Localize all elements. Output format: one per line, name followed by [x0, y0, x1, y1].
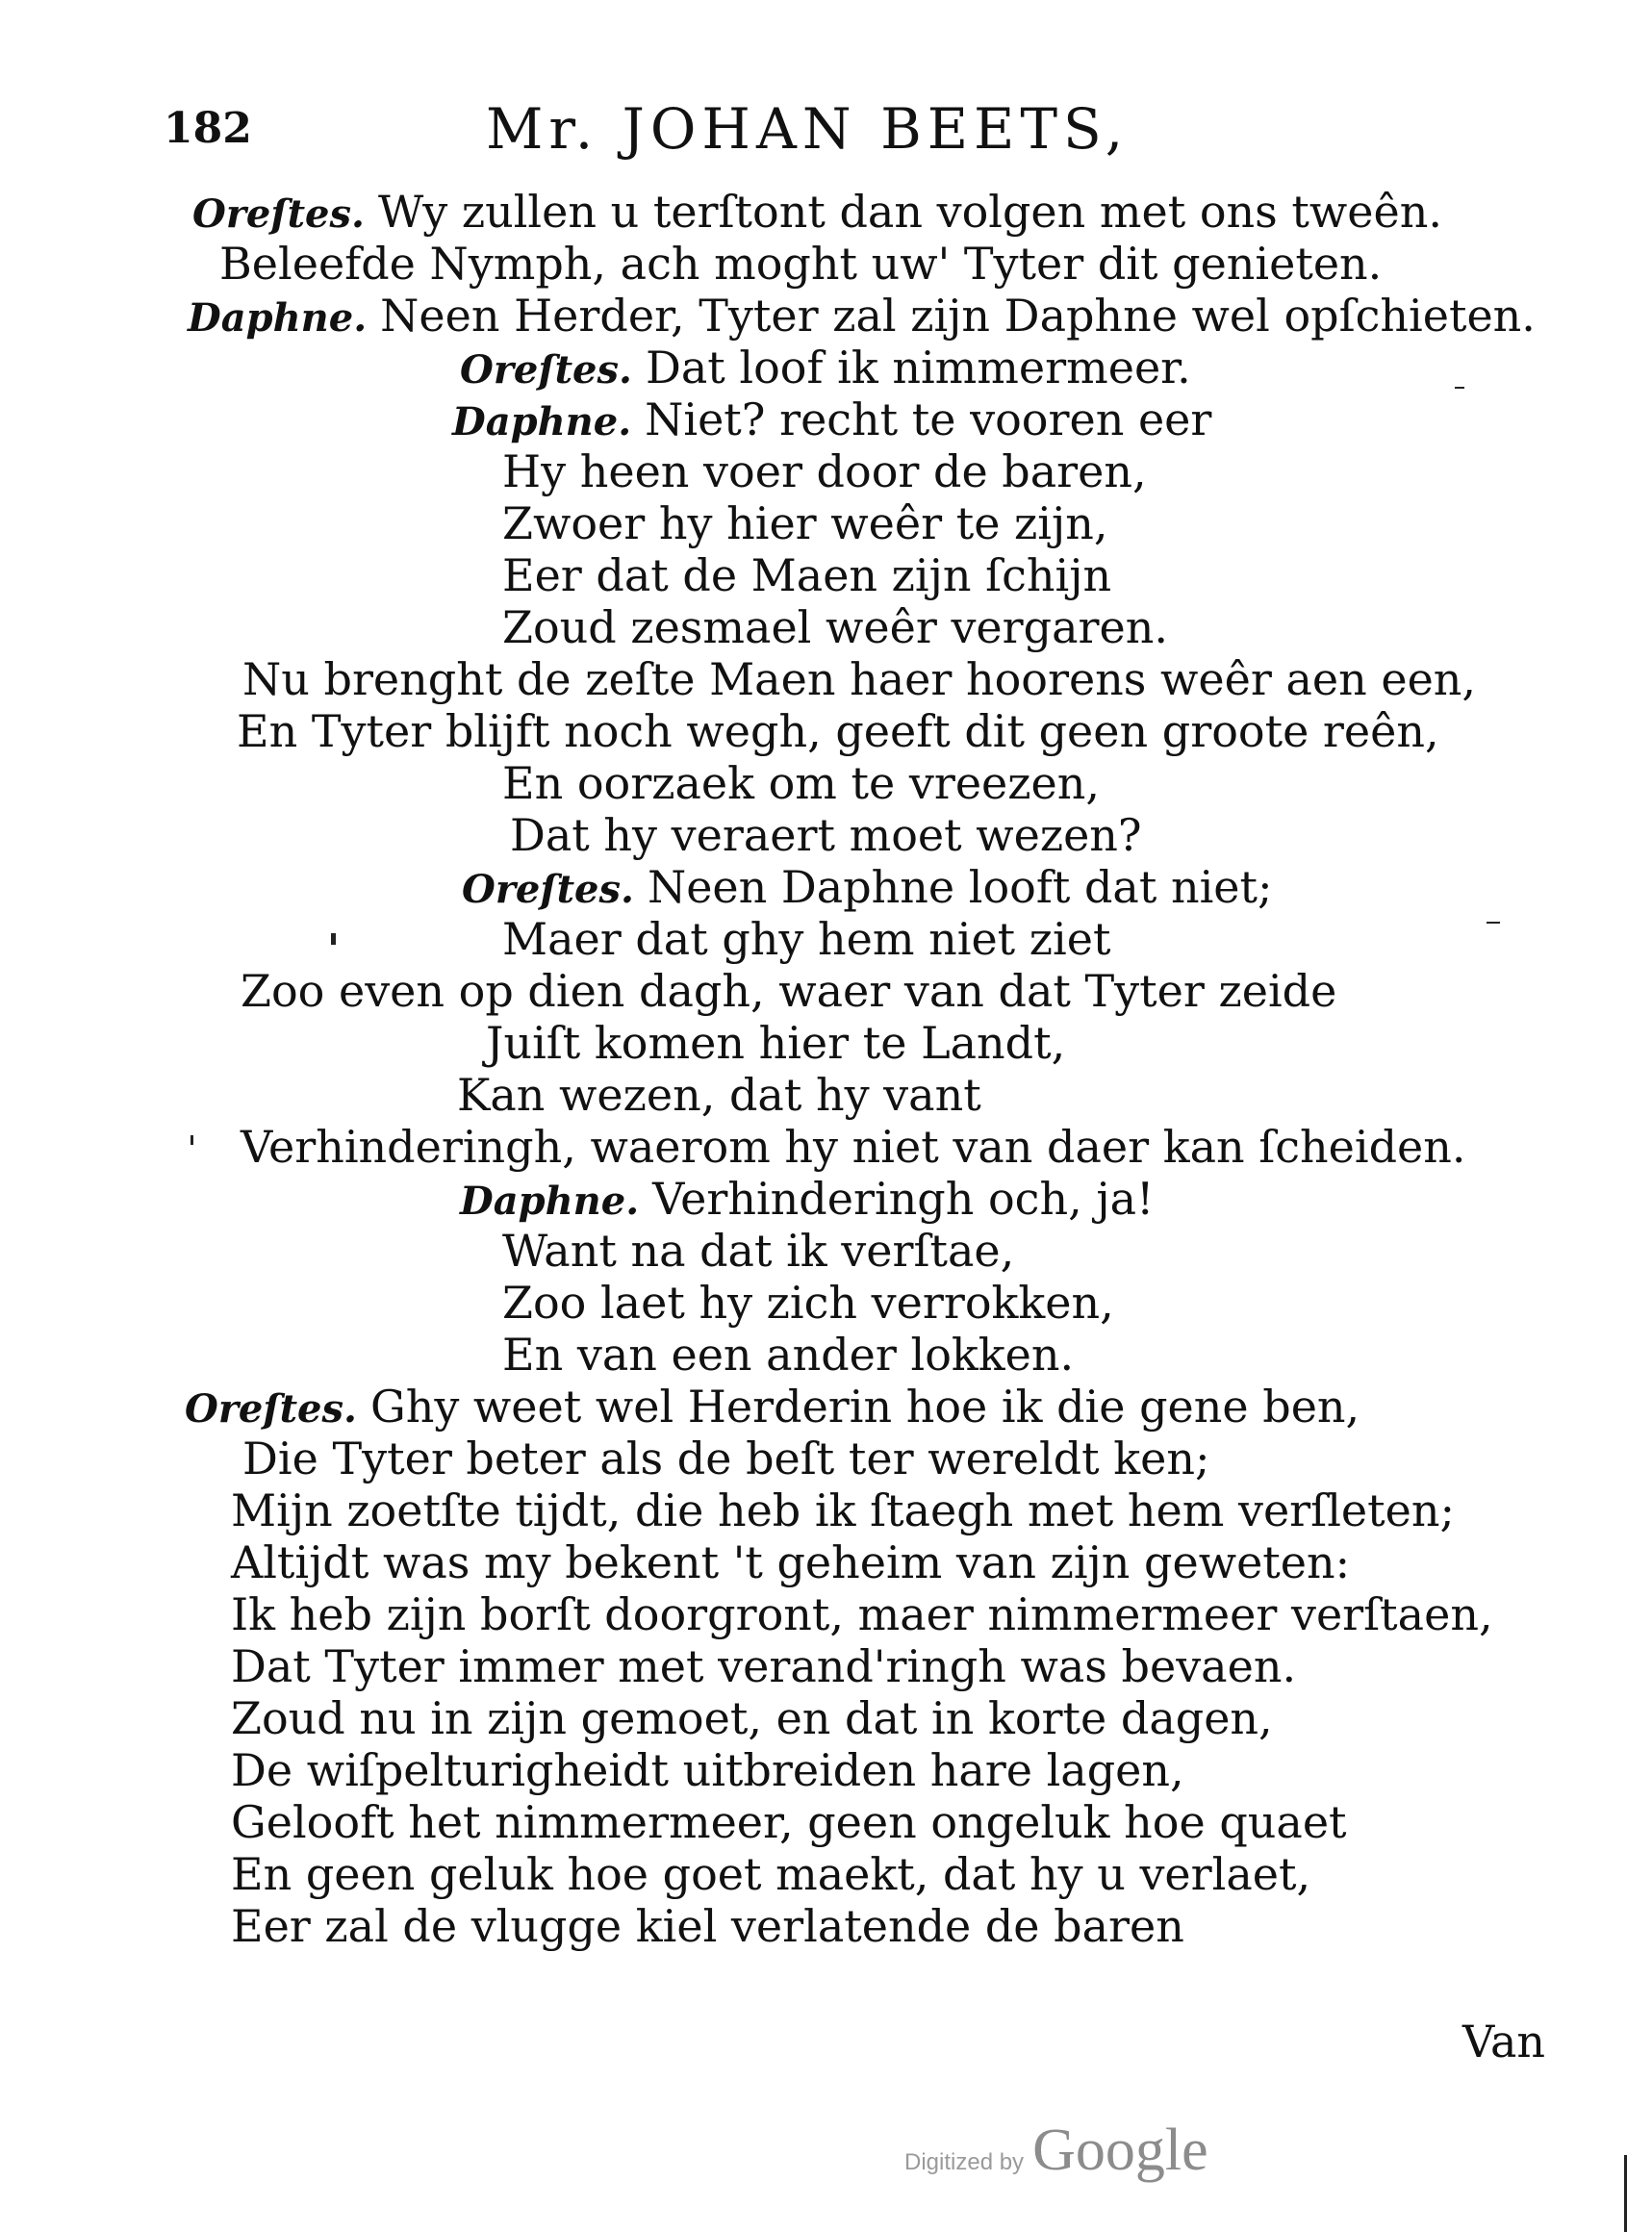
- verse-line: [502, 1328, 1074, 1382]
- speaker-name: Daphne.: [460, 1179, 640, 1224]
- line-text: Ghy weet wel Herderin hoe ik die gene ben,: [369, 1381, 1360, 1433]
- line-text: Maer dat ghy hem niet ziet: [502, 913, 1111, 965]
- line-text: Dat hy veraert moet wezen?: [510, 809, 1142, 861]
- line-text: Zoud nu in zijn gemoet, en dat in korte dagen,: [231, 1692, 1273, 1744]
- watermark-prefix: Digitized by: [904, 2149, 1025, 2175]
- verse-line: [231, 1639, 1296, 1693]
- speaker-name: Oreſtes.: [185, 1386, 357, 1432]
- line-text: En oorzaek om te vreezen,: [502, 757, 1100, 809]
- verse-line: [231, 1484, 1455, 1537]
- line-text: Verhinderingh och, ja!: [652, 1173, 1155, 1225]
- line-text: Zoud zesmael weêr vergaren.: [502, 601, 1168, 653]
- verse-line: [510, 808, 1142, 862]
- verse-line: [462, 860, 1273, 917]
- verse-line: [185, 1380, 1360, 1436]
- speaker-name: Oreſtes.: [460, 347, 632, 393]
- verse-line: [502, 1276, 1114, 1330]
- verse-line: [231, 1743, 1184, 1797]
- verse-line: [486, 1016, 1065, 1070]
- page-header: [164, 96, 1318, 173]
- line-text: Eer zal de vlugge kiel verlatende de baren: [231, 1900, 1184, 1952]
- verse-line: [460, 341, 1191, 397]
- verse-line: [502, 912, 1110, 966]
- line-text: Dat Tyter immer met verand'ringh was bevaen.: [231, 1640, 1297, 1692]
- speaker-name: Oreſtes.: [192, 191, 365, 237]
- ink-speck: [191, 1135, 193, 1145]
- verse-line: [219, 237, 1382, 291]
- line-text: Eer dat de Maen zijn ſchijn: [502, 549, 1112, 601]
- line-text: Gelooft het nimmermeer, geen ongeluk hoe quaet: [231, 1796, 1347, 1848]
- line-text: Beleefde Nymph, ach moght uw' Tyter dit genieten.: [219, 238, 1383, 290]
- verse-line: [502, 600, 1168, 654]
- speaker-name: Oreſtes.: [462, 867, 634, 912]
- line-text: Neen Herder, Tyter zal zijn Daphne wel opſchieten.: [380, 290, 1536, 342]
- verse-line: [231, 1899, 1184, 1953]
- verse-line: [502, 496, 1108, 550]
- verse-line: [460, 1172, 1155, 1229]
- line-text: Wy zullen u terſtont dan volgen met ons tweên.: [377, 186, 1442, 238]
- verse-line: [502, 548, 1111, 602]
- verse-line: [457, 1068, 981, 1122]
- ink-speck: [331, 933, 336, 945]
- line-text: Ik heb zijn borſt doorgront, maer nimmermeer verſtaen,: [231, 1588, 1493, 1640]
- verse-line: [237, 704, 1439, 758]
- line-text: Niet? recht te vooren eer: [645, 393, 1212, 445]
- speaker-name: Daphne.: [188, 295, 368, 341]
- verse-line: [502, 1224, 1014, 1278]
- line-text: Zwoer hy hier weêr te zijn,: [502, 497, 1108, 549]
- line-text: Zoo laet hy zich verrokken,: [502, 1277, 1114, 1329]
- watermark-logo: Google: [1032, 2118, 1208, 2183]
- line-text: Juiſt komen hier te Landt,: [486, 1017, 1066, 1069]
- line-text: Mijn zoetſte tijdt, die heb ik ſtaegh met hem verſleten;: [231, 1484, 1455, 1536]
- verse-line: [231, 1795, 1347, 1849]
- verse-line: [242, 1432, 1210, 1485]
- verse-line: [502, 444, 1147, 498]
- digitization-watermark: [904, 2117, 1208, 2185]
- ink-speck: [1455, 387, 1464, 389]
- line-text: En geen geluk hoe goet maekt, dat hy u verlaet,: [231, 1848, 1311, 1900]
- verse-line: [188, 289, 1536, 345]
- verse-line: [502, 756, 1100, 810]
- line-text: Want na dat ik verſtae,: [502, 1225, 1015, 1277]
- line-text: Nu brenght de zeſte Maen haer hoorens weêr aen een,: [242, 653, 1477, 705]
- line-text: Kan wezen, dat hy vant: [457, 1069, 981, 1121]
- verse-line: [241, 1120, 1466, 1174]
- line-text: De wiſpelturigheidt uitbreiden hare lagen,: [231, 1744, 1184, 1796]
- line-text: Die Tyter beter als de beſt ter wereldt ken;: [242, 1433, 1210, 1484]
- ink-speck: [1487, 922, 1500, 924]
- verse-line: [231, 1587, 1493, 1641]
- line-text: En Tyter blijft noch wegh, geeft dit geen groote reên,: [237, 705, 1439, 757]
- line-text: Hy heen voer door de baren,: [502, 445, 1147, 497]
- verse-line: [231, 1847, 1310, 1901]
- page-edge-mark: [1624, 2155, 1627, 2232]
- line-text: Altijdt was my bekent 't geheim van zijn geweten:: [231, 1536, 1351, 1588]
- line-text: Verhinderingh, waerom hy niet van daer kan ſcheiden.: [241, 1121, 1466, 1173]
- line-text: En van een ander lokken.: [502, 1329, 1075, 1381]
- line-text: Zoo even op dien dagh, waer van dat Tyter zeide: [241, 965, 1337, 1017]
- line-text: Dat loof ik nimmermeer.: [645, 342, 1191, 393]
- verse-line: [242, 652, 1476, 706]
- catchword: Van: [1462, 2016, 1546, 2067]
- verse-line: [192, 185, 1442, 241]
- verse-line: [241, 964, 1336, 1018]
- line-text: Neen Daphne looft dat niet;: [647, 861, 1273, 913]
- verse-line: [452, 393, 1211, 449]
- verse-line: [231, 1535, 1350, 1589]
- verse-line: [231, 1691, 1273, 1745]
- speaker-name: Daphne.: [452, 399, 632, 444]
- running-title: Mr. JOHAN BEETS,: [486, 96, 1130, 162]
- page-number: 182: [164, 104, 252, 153]
